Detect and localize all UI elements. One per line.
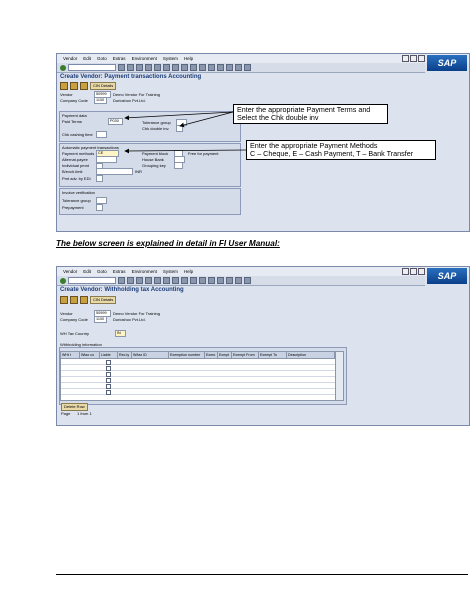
menu-extras[interactable]: Extras	[112, 269, 126, 274]
menu-environment[interactable]: Environment	[131, 56, 157, 61]
company-code-field-2: 1100	[94, 316, 107, 323]
liable-checkbox[interactable]	[106, 360, 111, 365]
help-icon[interactable]	[235, 64, 242, 71]
menu-environment[interactable]: Environment	[131, 269, 157, 274]
chk-double-inv-checkbox[interactable]	[176, 125, 183, 132]
col-rec-ty[interactable]: Rec.ty	[118, 352, 132, 358]
standard-toolbar-2	[57, 276, 425, 286]
alternat-payee-label: Alternat.payee	[62, 157, 88, 162]
table-row[interactable]	[61, 382, 335, 383]
paid-terms-label: Paid Terms	[62, 119, 82, 124]
menu-edit[interactable]: Edit	[83, 56, 92, 61]
previous-page-icon[interactable]	[190, 277, 197, 284]
next-page-icon[interactable]	[199, 64, 206, 71]
col-exem[interactable]: Exem.	[206, 353, 217, 357]
alternat-payee-field[interactable]	[96, 156, 117, 163]
menu-system[interactable]: System	[162, 269, 178, 274]
find-next-icon[interactable]	[172, 64, 179, 71]
chk-double-inv-label: Chk double inv.	[142, 126, 170, 131]
grouping-key-field[interactable]	[174, 162, 183, 169]
find-icon[interactable]	[163, 277, 170, 284]
menu-system[interactable]: System	[162, 56, 178, 61]
col-wtax-code[interactable]: Wtax co	[80, 352, 100, 358]
liable-checkbox[interactable]	[106, 390, 111, 395]
vendor-field: 50999	[94, 91, 111, 98]
payment-data-group	[59, 111, 241, 142]
menu-edit[interactable]: Edit	[83, 269, 92, 274]
shortcut-icon[interactable]	[226, 277, 233, 284]
save-icon[interactable]	[118, 277, 125, 284]
table-row[interactable]	[61, 394, 335, 395]
cancel-icon[interactable]	[145, 277, 152, 284]
individual-pmnt-label: Individual pmnt	[62, 163, 89, 168]
first-page-icon[interactable]	[181, 277, 188, 284]
cin-details-button[interactable]: CIN Details	[90, 82, 116, 90]
callout-payment-methods	[246, 140, 436, 160]
display-icon[interactable]	[70, 296, 78, 304]
vendor-description-2: Demo Vendor For Training	[113, 311, 160, 316]
table-row[interactable]	[61, 376, 335, 377]
table-row[interactable]	[61, 388, 335, 389]
col-wtax-id[interactable]: W/tax ID	[132, 352, 169, 358]
table-scrollbar[interactable]	[335, 352, 343, 400]
application-toolbar	[60, 82, 116, 90]
company-code-field: 1100	[94, 97, 107, 104]
vendor-label-2: Vendor	[60, 311, 73, 316]
prepayment-label: Prepayment	[62, 205, 84, 210]
callout-payment-methods-line1: Enter the appropriate Payment Methods	[250, 141, 378, 150]
caption-text: The below screen is explained in detail in FI User Manual:	[56, 239, 280, 248]
table-row[interactable]	[61, 364, 335, 365]
cancel-icon[interactable]	[145, 64, 152, 71]
menu-extras[interactable]: Extras	[112, 56, 126, 61]
window-controls-2	[402, 268, 425, 275]
page-footer-rule	[56, 574, 468, 575]
exit-icon[interactable]	[136, 64, 143, 71]
minimize-icon[interactable]	[402, 268, 409, 275]
screen-title: Create Vendor: Payment transactions Accounting	[60, 74, 202, 80]
exit-icon[interactable]	[136, 277, 143, 284]
maximize-icon[interactable]	[410, 55, 417, 62]
sap-logo-2: SAP	[427, 268, 467, 284]
free-for-payment-label: Free for payment	[188, 151, 219, 156]
wh-tax-country-field[interactable]: IN	[115, 330, 126, 337]
minimize-icon[interactable]	[402, 55, 409, 62]
pmt-adv-edi-checkbox[interactable]	[96, 175, 103, 182]
find-icon[interactable]	[163, 64, 170, 71]
house-bank-label: House Bank	[142, 157, 164, 162]
bexch-currency: INR	[135, 169, 142, 174]
chk-cashing-time-label: Chk cashing time	[62, 132, 93, 137]
chk-cashing-time-field[interactable]	[96, 131, 107, 138]
col-exempt-to[interactable]: Exempt To	[259, 352, 287, 358]
paid-terms-field[interactable]: P030	[108, 118, 123, 125]
previous-page-icon[interactable]	[190, 64, 197, 71]
col-description[interactable]: Description	[287, 352, 335, 358]
screen-title-2: Create Vendor: Withholding tax Accounting	[60, 287, 184, 293]
menu-vendor[interactable]: Vendor	[63, 56, 78, 61]
find-next-icon[interactable]	[172, 277, 179, 284]
col-exempt-from[interactable]: Exempt From	[232, 352, 259, 358]
liable-checkbox[interactable]	[106, 366, 111, 371]
delete-row-label: Delete Row	[64, 404, 85, 409]
automatic-payment-title: Automatic payment transactions	[62, 145, 119, 150]
automatic-payment-group	[59, 143, 241, 187]
new-session-icon[interactable]	[217, 64, 224, 71]
wh-tax-country-label: WH Tax Country	[60, 331, 90, 336]
menu-vendor[interactable]: Vendor	[63, 269, 78, 274]
payment-data-title: Payment data	[62, 113, 87, 118]
payment-block-label: Payment block	[142, 151, 169, 156]
info-icon[interactable]	[80, 296, 88, 304]
sap-window-withholding-tax	[56, 266, 470, 426]
callout-payment-terms	[233, 104, 388, 124]
liable-checkbox[interactable]	[106, 372, 111, 377]
table-row[interactable]	[61, 370, 335, 371]
application-toolbar-2	[60, 296, 116, 304]
tolerance-group-label: Tolerance group	[142, 120, 171, 125]
payment-methods-label: Payment methods	[62, 151, 95, 156]
first-page-icon[interactable]	[181, 64, 188, 71]
standard-toolbar	[57, 63, 425, 73]
back-icon[interactable]	[127, 277, 134, 284]
delete-row-button[interactable]	[61, 403, 88, 411]
window-controls	[402, 55, 425, 62]
next-page-icon[interactable]	[199, 277, 206, 284]
layout-icon[interactable]	[244, 64, 251, 71]
invoice-verification-title: Invoice verification	[62, 190, 95, 195]
col-exemption-number[interactable]: Exemption number	[169, 352, 205, 358]
save-icon[interactable]	[118, 64, 125, 71]
back-icon[interactable]	[127, 64, 134, 71]
col-exmpt[interactable]: Exmpt	[218, 352, 232, 358]
company-code-description-2: Durioshox Pvt.Ltd.	[113, 317, 146, 322]
cin-details-button-2[interactable]: CIN Details	[90, 296, 116, 304]
page-value: 1 from 1	[77, 411, 92, 416]
col-wht-type[interactable]: WHt t	[61, 352, 80, 358]
company-code-description: Durioshox Pvt.Ltd.	[113, 98, 146, 103]
help-icon[interactable]	[235, 277, 242, 284]
print-icon[interactable]	[154, 277, 161, 284]
vendor-description: Demo Vendor For Training	[113, 92, 160, 97]
other-vendor-icon[interactable]	[60, 82, 68, 90]
menu-goto[interactable]: Goto	[97, 56, 107, 61]
page-label: Page	[61, 411, 71, 416]
menu-help[interactable]: Help	[183, 56, 194, 61]
withholding-table	[60, 351, 344, 401]
tolerance-group2-label: Tolerance group	[62, 198, 91, 203]
close-icon[interactable]	[418, 268, 425, 275]
invoice-verification-group	[59, 188, 241, 215]
company-code-label-2: Company Code	[60, 317, 88, 322]
company-code-label: Company Code	[60, 98, 88, 103]
bexch-limit-label: B/exch.limit	[62, 169, 83, 174]
info-icon[interactable]	[80, 82, 88, 90]
withholding-info-title: Withholding information	[60, 342, 102, 347]
shortcut-icon[interactable]	[226, 64, 233, 71]
close-icon[interactable]	[418, 55, 425, 62]
menu-help[interactable]: Help	[183, 269, 194, 274]
bexch-limit-field[interactable]	[96, 168, 133, 175]
maximize-icon[interactable]	[410, 268, 417, 275]
sap-logo: SAP	[427, 55, 467, 71]
grouping-key-label: Grouping key	[142, 163, 166, 168]
payment-methods-field[interactable]: CE	[96, 150, 119, 157]
enter-icon[interactable]	[60, 65, 66, 71]
vendor-field-2: 50999	[94, 310, 111, 317]
other-vendor-icon[interactable]	[60, 296, 68, 304]
col-liable[interactable]: Liable	[100, 352, 118, 358]
layout-icon[interactable]	[244, 277, 251, 284]
liable-checkbox[interactable]	[106, 384, 111, 389]
command-field[interactable]	[68, 64, 116, 71]
table-header	[61, 352, 343, 359]
callout-payment-terms-text: Enter the appropriate Payment Terms and Select the Chk double inv	[237, 105, 371, 122]
new-session-icon[interactable]	[217, 277, 224, 284]
display-icon[interactable]	[70, 82, 78, 90]
print-icon[interactable]	[154, 64, 161, 71]
tolerance-group2-field[interactable]	[96, 197, 107, 204]
prepayment-field[interactable]	[96, 204, 103, 211]
last-page-icon[interactable]	[208, 277, 215, 284]
last-page-icon[interactable]	[208, 64, 215, 71]
command-field[interactable]	[68, 277, 116, 284]
callout-payment-methods-line2: C – Cheque, E – Cash Payment, T – Bank Transfer	[250, 149, 414, 158]
pmt-adv-edi-label: Pmt adv. by EDI	[62, 176, 91, 181]
vendor-label: Vendor	[60, 92, 73, 97]
menu-goto[interactable]: Goto	[97, 269, 107, 274]
enter-icon[interactable]	[60, 278, 66, 284]
liable-checkbox[interactable]	[106, 378, 111, 383]
